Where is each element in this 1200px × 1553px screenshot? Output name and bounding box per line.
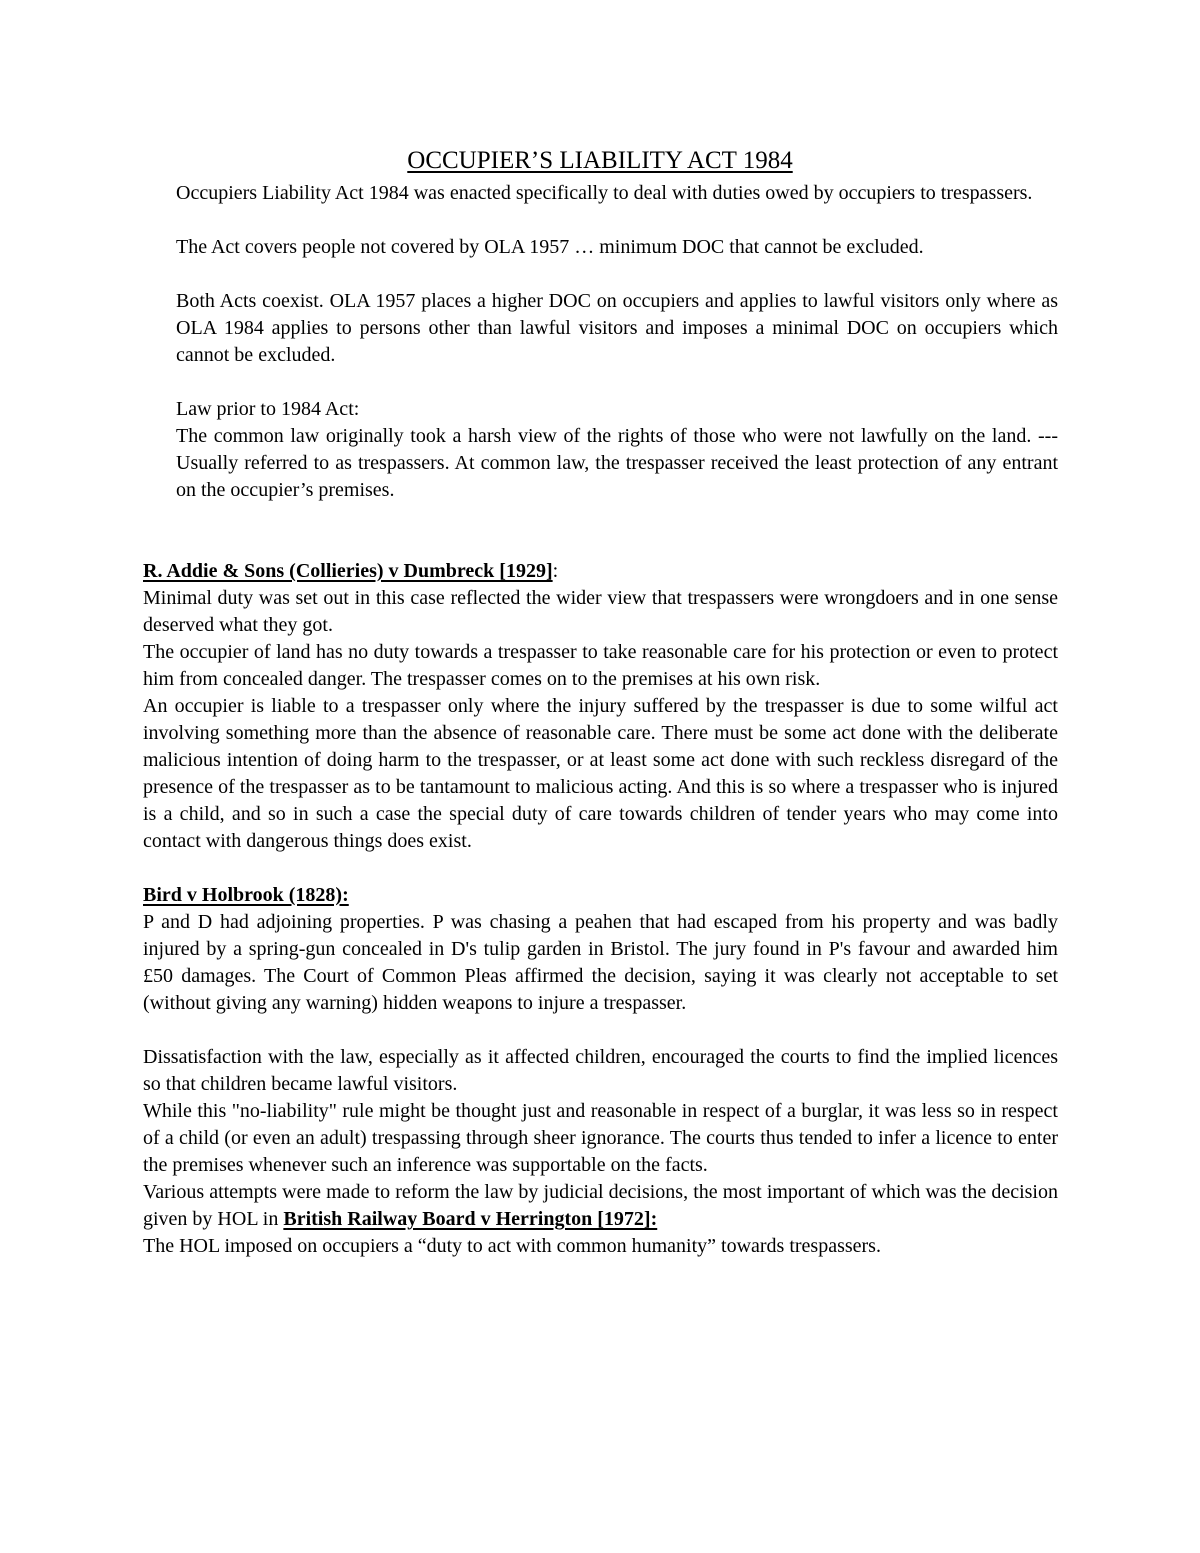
- bird-heading-line: [143, 882, 1058, 909]
- reform-paragraph-3-text: Various attempts were made to reform the law by judicial decisions, the most important of which was the decision given by HOL in: [143, 1181, 1058, 1230]
- addie-paragraph-2: The occupier of land has no duty towards a trespasser to take reasonable care for his protection or even to protect him from concealed danger. The trespasser comes on to the premises at his own risk.: [143, 641, 1058, 690]
- addie-paragraph-3: An occupier is liable to a trespasser only where the injury suffered by the trespasser is due to some wilful act involving something more than the absence of reasonable care. There must be some act done with the deliberate malicious intention of doing harm to the trespasser, or at least some act done with such reckless disregard of the presence of the trespasser as to be tantamount to malicious acting. And this is so where a trespasser who is injured is a child, and so in such a case the special duty of care towards children of tender years who may come into contact with dangerous things does exist.: [143, 695, 1058, 852]
- law-prior-text: The common law originally took a harsh view of the rights of those who were not lawfully on the land. --- Usually referred to as trespassers. At common law, the trespasser received the least protection of any entrant on the occupier’s premises.: [176, 425, 1058, 501]
- addie-heading-suffix: :: [552, 560, 559, 582]
- addie-paragraph-1: Minimal duty was set out in this case reflected the wider view that trespassers were wrongdoers and in one sense deserved what they got.: [143, 587, 1058, 636]
- intro-section: [176, 180, 1058, 504]
- reform-paragraph-2: While this "no-liability" rule might be thought just and reasonable in respect of a burglar, it was less so in respect of a child (or even an adult) trespassing through sheer ignorance. The courts thus tended to infer a licence to enter the premises whenever such an inference was supportable on the facts.: [143, 1100, 1058, 1176]
- intro-paragraph-2: The Act covers people not covered by OLA 1957 … minimum DOC that cannot be excluded.: [176, 236, 924, 258]
- herrington-case-reference: British Railway Board v Herrington [1972]:: [283, 1208, 658, 1230]
- bird-case-heading: Bird v Holbrook (1828):: [143, 884, 349, 906]
- reform-paragraph-1: Dissatisfaction with the law, especially as it affected children, encouraged the courts to find the implied licences so that children became lawful visitors.: [143, 1046, 1058, 1095]
- body-section: [143, 558, 1058, 1260]
- reform-paragraph-4: The HOL imposed on occupiers a “duty to act with common humanity” towards trespassers.: [143, 1235, 881, 1257]
- bird-paragraph-1: P and D had adjoining properties. P was chasing a peahen that had escaped from his property and was badly injured by a spring-gun concealed in D's tulip garden in Bristol. The jury found in P's favour and awarded him £50 damages. The Court of Common Pleas affirmed the decision, saying it was clearly not acceptable to set (without giving any warning) hidden weapons to injure a trespasser.: [143, 911, 1058, 1014]
- law-prior-heading: Law prior to 1984 Act:: [176, 398, 360, 420]
- reform-paragraph-3: [143, 1179, 1058, 1233]
- document-title: OCCUPIER’S LIABILITY ACT 1984: [407, 147, 793, 174]
- addie-case-heading: R. Addie & Sons (Collieries) v Dumbreck [1929]: [143, 560, 553, 582]
- addie-heading-line: [143, 558, 1058, 585]
- intro-paragraph-1: Occupiers Liability Act 1984 was enacted specifically to deal with duties owed by occupiers to trespassers.: [176, 182, 1033, 204]
- intro-paragraph-3: Both Acts coexist. OLA 1957 places a higher DOC on occupiers and applies to lawful visitors only where as OLA 1984 applies to persons other than lawful visitors and imposes a minimal DOC on occupiers which cannot be excluded.: [176, 290, 1058, 366]
